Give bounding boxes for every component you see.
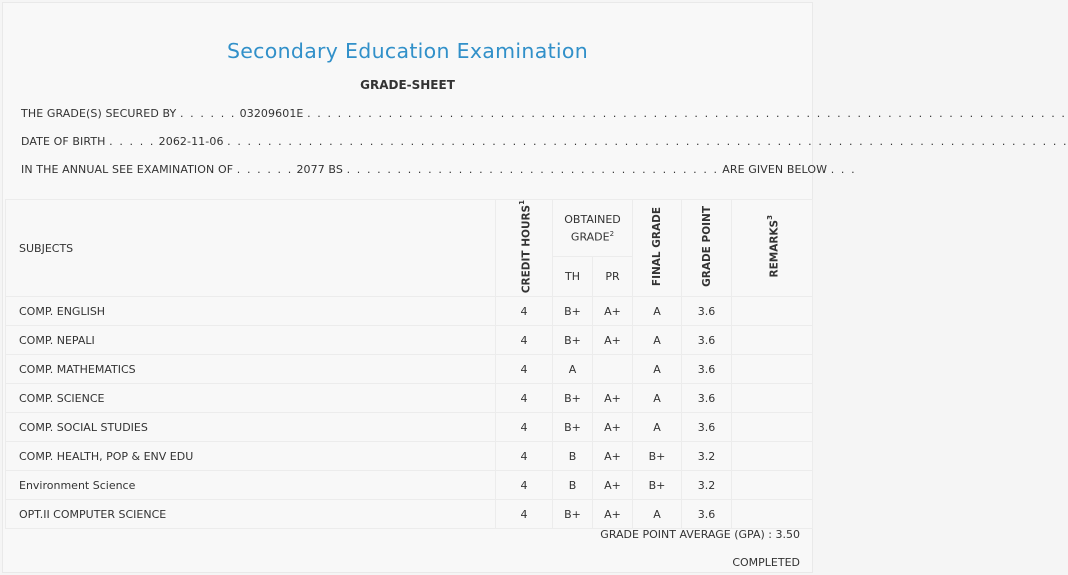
grade-point-cell: 3.6	[682, 297, 732, 326]
gpa-summary	[600, 528, 800, 541]
obtained-label: OBTAINED	[564, 212, 621, 226]
credit-hours-cell: 4	[496, 297, 553, 326]
dob-value: 2062-11-06	[158, 135, 224, 148]
given-below-label: ARE GIVEN BELOW	[722, 163, 828, 176]
leader-dots: . . . . . .	[179, 107, 237, 120]
gpa-value: 3.50	[775, 528, 800, 541]
pr-header: PR	[593, 257, 633, 297]
credit-hours-label: CREDIT HOURS	[520, 204, 533, 294]
final-grade-cell: B+	[633, 442, 682, 471]
grade-point-header	[682, 200, 732, 297]
remarks-cell	[732, 471, 813, 500]
grade-point-cell: 3.6	[682, 500, 732, 529]
pr-grade-cell: A+	[593, 442, 633, 471]
th-grade-cell: B+	[553, 297, 593, 326]
credit-hours-footnote: 1	[517, 200, 526, 205]
subject-cell: COMP. HEALTH, POP & ENV EDU	[6, 442, 496, 471]
credit-hours-header	[496, 200, 553, 297]
subject-cell: COMP. NEPALI	[6, 326, 496, 355]
pr-grade-cell: A+	[593, 384, 633, 413]
final-grade-cell: A	[633, 326, 682, 355]
final-grade-header	[633, 200, 682, 297]
exam-label: IN THE ANNUAL SEE EXAMINATION OF	[21, 163, 234, 176]
final-grade-cell: A	[633, 384, 682, 413]
trailing-dots: . . . . . . . . . . . . . . . . . . . . . . . . . . . . . . . . . . . . . . . . . . . . . . . . . . . . . . . . . . . . . . . . . . . . . . . . . . . . . . . . . . .	[227, 135, 1068, 148]
dob-line	[21, 135, 1068, 148]
final-grade-cell: B+	[633, 471, 682, 500]
remarks-cell	[732, 384, 813, 413]
grade-point-cell: 3.6	[682, 355, 732, 384]
grade-point-label: GRADE POINT	[700, 206, 713, 288]
obtained-grade-footnote: 2	[609, 229, 615, 238]
table-header-row	[6, 200, 813, 257]
subject-cell: Environment Science	[6, 471, 496, 500]
th-grade-cell: B	[553, 442, 593, 471]
th-grade-cell: B	[553, 471, 593, 500]
dob-label: DATE OF BIRTH	[21, 135, 106, 148]
exam-line	[21, 163, 856, 176]
th-grade-cell: B+	[553, 384, 593, 413]
trailing-dots: . . .	[830, 163, 857, 176]
remarks-cell	[732, 355, 813, 384]
credit-hours-cell: 4	[496, 471, 553, 500]
table-row	[6, 384, 813, 413]
pr-grade-cell: A+	[593, 326, 633, 355]
final-grade-cell: A	[633, 413, 682, 442]
subjects-header: SUBJECTS	[6, 200, 496, 297]
table-row	[6, 413, 813, 442]
grade-label: GRADE	[570, 230, 610, 244]
grades-table-body	[6, 297, 813, 529]
gpa-label: GRADE POINT AVERAGE (GPA) :	[600, 528, 772, 541]
pr-grade-cell: A+	[593, 413, 633, 442]
final-grade-cell: A	[633, 500, 682, 529]
remarks-cell	[732, 413, 813, 442]
table-row	[6, 500, 813, 529]
leader-dots: . . . . .	[109, 135, 156, 148]
trailing-dots: . . . . . . . . . . . . . . . . . . . . . . . . . . . . . . . . . . . . .	[346, 163, 719, 176]
obtained-grade-header	[553, 200, 633, 257]
th-header: TH	[553, 257, 593, 297]
grade-point-cell: 3.2	[682, 471, 732, 500]
th-grade-cell: B+	[553, 500, 593, 529]
subject-cell: COMP. SCIENCE	[6, 384, 496, 413]
credit-hours-cell: 4	[496, 442, 553, 471]
subject-cell: COMP. SOCIAL STUDIES	[6, 413, 496, 442]
remarks-footnote: 3	[765, 215, 774, 221]
grade-point-cell: 3.6	[682, 384, 732, 413]
pr-grade-cell: A+	[593, 500, 633, 529]
final-grade-cell: A	[633, 297, 682, 326]
grade-sheet	[2, 2, 1068, 573]
remarks-cell	[732, 442, 813, 471]
remarks-header	[732, 200, 813, 297]
remarks-cell	[732, 326, 813, 355]
pr-grade-cell: A+	[593, 471, 633, 500]
final-grade-label: FINAL GRADE	[651, 207, 663, 287]
subject-cell: OPT.II COMPUTER SCIENCE	[6, 500, 496, 529]
grade-point-cell: 3.2	[682, 442, 732, 471]
leader-dots: . . . . . .	[236, 163, 293, 176]
credit-hours-cell: 4	[496, 326, 553, 355]
table-row	[6, 297, 813, 326]
table-row	[6, 355, 813, 384]
pr-grade-cell: A+	[593, 297, 633, 326]
trailing-dots: . . . . . . . . . . . . . . . . . . . . . . . . . . . . . . . . . . . . . . . . . . . . . . . . . . . . . . . . . . . . . . . . . . . . . . . . . . .	[307, 107, 1067, 120]
subject-cell: COMP. MATHEMATICS	[6, 355, 496, 384]
credit-hours-cell: 4	[496, 500, 553, 529]
pr-grade-cell	[593, 355, 633, 384]
exam-year: 2077 BS	[296, 163, 343, 176]
th-grade-cell: B+	[553, 326, 593, 355]
secured-by-label: THE GRADE(S) SECURED BY	[21, 107, 177, 120]
table-row	[6, 471, 813, 500]
table-row	[6, 326, 813, 355]
page-subtitle: GRADE-SHEET	[360, 78, 455, 92]
grade-point-cell: 3.6	[682, 326, 732, 355]
grade-point-cell: 3.6	[682, 413, 732, 442]
grades-table	[5, 199, 813, 529]
remarks-label: REMARKS	[768, 220, 781, 278]
status-text: COMPLETED	[732, 556, 800, 569]
credit-hours-cell: 4	[496, 413, 553, 442]
remarks-cell	[732, 500, 813, 529]
secured-by-line	[21, 107, 1066, 120]
page-title: Secondary Education Examination	[226, 39, 589, 63]
final-grade-cell: A	[633, 355, 682, 384]
th-grade-cell: B+	[553, 413, 593, 442]
remarks-cell	[732, 297, 813, 326]
subject-cell: COMP. ENGLISH	[6, 297, 496, 326]
th-grade-cell: A	[553, 355, 593, 384]
credit-hours-cell: 4	[496, 355, 553, 384]
table-row	[6, 442, 813, 471]
credit-hours-cell: 4	[496, 384, 553, 413]
symbol-number: 03209601E	[239, 107, 304, 120]
